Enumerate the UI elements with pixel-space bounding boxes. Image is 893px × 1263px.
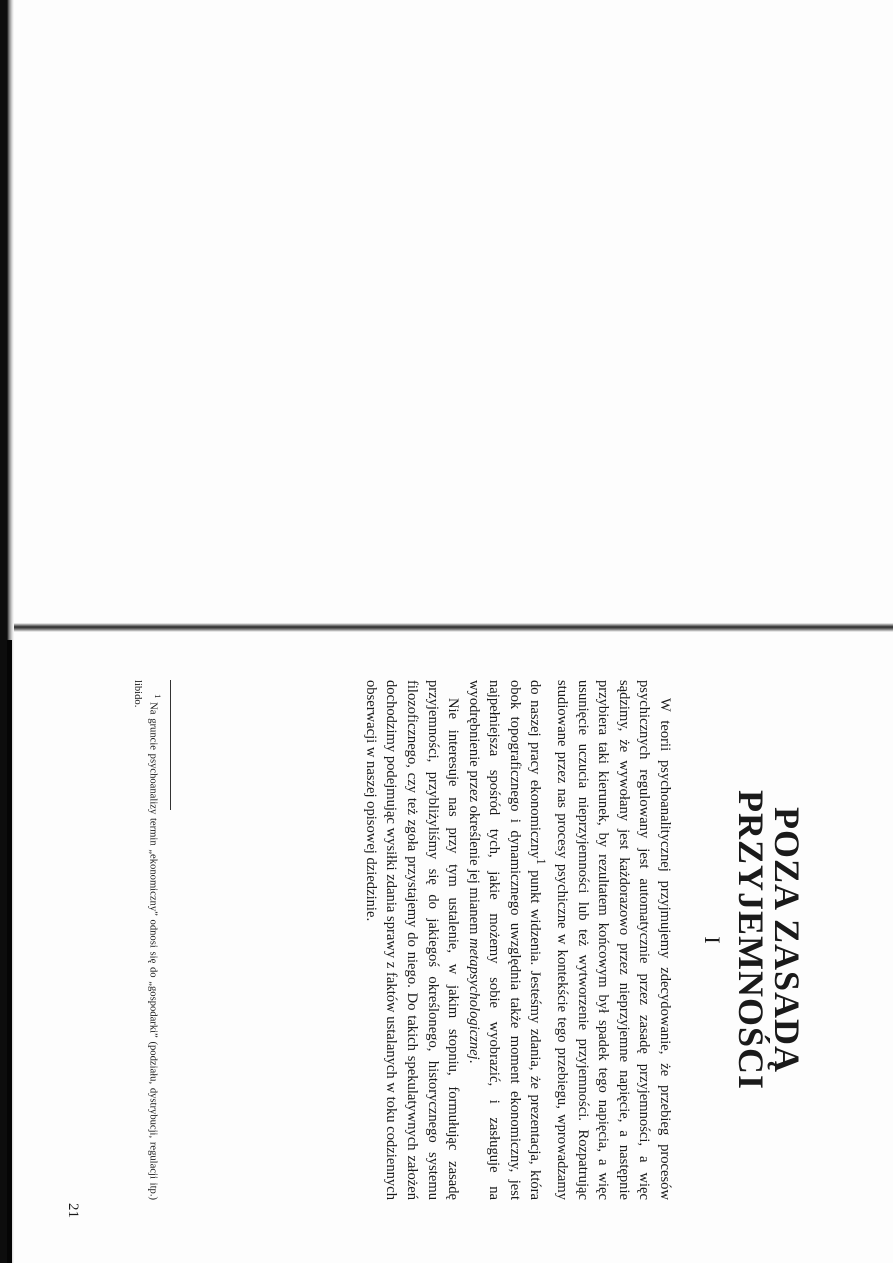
book-spine-shadow — [14, 623, 893, 632]
paragraph-1-italic-term: metapsychologicznej — [465, 938, 482, 1060]
paragraph-2: Nie interesuje nas przy tym ustalenie, w jakim stopniu, formułując zasadę przyjemności, przybliżyliśmy się do jakiegoś określonego, historycznego systemu filozoficznego, czy też zgoła przystajemy do niego. Do takich spekulatywnych założeń dochodzimy podejmując wysiłki zdania sprawy z faktów ustalanych w toku codziennych obserwacji w naszej opisowej dziedzinie. — [362, 680, 462, 1200]
footnote-reference: 1 — [534, 858, 549, 865]
chapter-title-line-2: PRZYJEMNOŚCI — [731, 789, 771, 1091]
paragraph-1-part-a: W teorii psychoanalitycznej przyjmujemy zdecydowanie, że przebieg procesów psychicznych regulowany jest automatycznie przez zasadę przyjemności, a więc sądzimy, że wywołany jest każdorazowo przez nieprzyjemne napięcie, a następnie przybiera taki kierunek, by rezultatem końcowym był spadek tego napięcia, a więc usunięcie uczucia nieprzyjemności lub też wytworzenie przyjemności. Rozpatrując studiowane przez nas procesy psychiczne w kontekście tego przebiegu, wprowadzamy do naszej pracy ekonomiczny — [527, 680, 673, 1200]
chapter-title — [733, 720, 805, 1160]
page-number: 21 — [65, 1203, 81, 1218]
footnote — [130, 680, 165, 1200]
footnote-marker: 1 — [153, 694, 163, 699]
rotated-text-page — [0, 640, 893, 1240]
section-number: I — [700, 936, 725, 944]
paragraph-1-part-b: punkt widzenia. Jesteśmy zdania, że prezentacja, która obok topograficznego i dynamicznego uwzględnia także moment ekonomiczny, jest najpełniejsza spośród tych, jakie możemy sobie wyobrazić, i zasługuje na wyodrębnienie przez określenie jej mianem — [465, 680, 544, 1201]
footnote-text: Na gruncie psychoanalizy termin „ekonomiczny” odnosi się do „gospodarki” (podziału, dystrybucji, regulacji itp.) libido. — [132, 680, 159, 1200]
chapter-title-line-1: POZA ZASADĄ — [767, 806, 807, 1074]
paragraph-1 — [463, 680, 675, 1200]
footnote-separator — [170, 680, 171, 810]
body-text — [360, 680, 675, 1200]
paragraph-1-end: . — [465, 1059, 482, 1064]
